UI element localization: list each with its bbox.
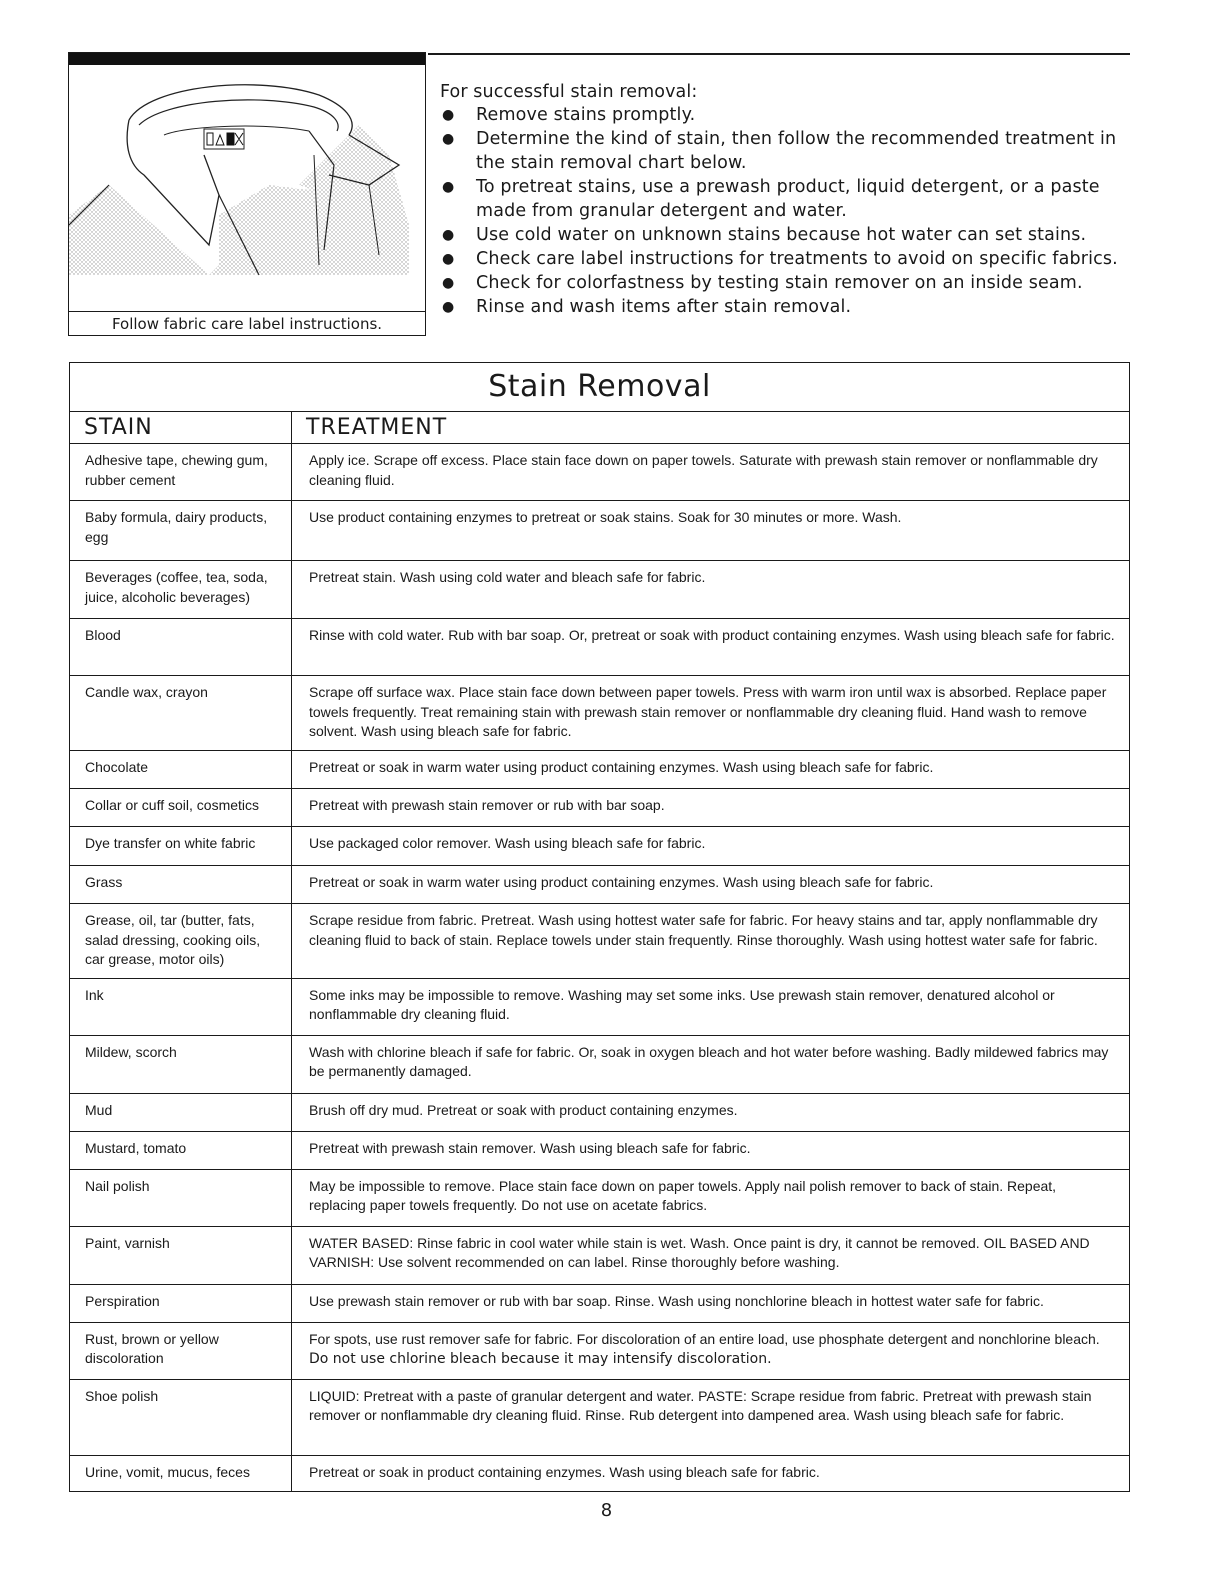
- stain-cell: Mildew, scorch: [70, 1035, 292, 1093]
- table-row: [70, 904, 1130, 979]
- treatment-cell: Scrape off surface wax. Place stain face down between paper towels. Press with warm iron until wax is absorbed. Replace paper towels frequently. Treat remaining stain with prewash stain remover or nonflammable dry cleaning fluid. Hand wash to remove solvent. Wash using bleach safe for fabric.: [292, 676, 1130, 751]
- treatment-text: For spots, use rust remover safe for fabric. For discoloration of an entire load, use phosphate detergent and nonchlorine bleach.: [309, 1330, 1100, 1347]
- top-rule: [428, 53, 1130, 55]
- treatment-column-header: TREATMENT: [292, 412, 1130, 444]
- stain-cell: Chocolate: [70, 751, 292, 789]
- table-row: [70, 789, 1130, 827]
- page-number: 8: [600, 1500, 613, 1521]
- table-row: [70, 561, 1130, 619]
- treatment-cell: Use product containing enzymes to pretreat or soak stains. Soak for 30 minutes or more. Wash.: [292, 501, 1130, 561]
- treatment-cell: Pretreat with prewash stain remover or rub with bar soap.: [292, 789, 1130, 827]
- table-row: [70, 1093, 1130, 1131]
- bullet-icon: ●: [442, 107, 455, 123]
- table-row: [70, 501, 1130, 561]
- stain-cell: Nail polish: [70, 1169, 292, 1226]
- table-row: [70, 1284, 1130, 1322]
- illustration-caption: Follow fabric care label instructions.: [111, 315, 383, 333]
- tip-item: ● Check for colorfastness by testing stain remover on an inside seam.: [442, 273, 1083, 293]
- table-row: [70, 1322, 1130, 1379]
- bullet-icon: ●: [442, 227, 455, 243]
- stain-cell: Paint, varnish: [70, 1226, 292, 1284]
- stain-cell: Grass: [70, 866, 292, 904]
- table-row: [70, 1169, 1130, 1226]
- shirt-collar-illustration: [69, 65, 425, 310]
- illustration-header-bar: [69, 53, 425, 65]
- stain-cell: Perspiration: [70, 1284, 292, 1322]
- table-row: [70, 827, 1130, 866]
- bullet-icon: ●: [442, 131, 455, 147]
- tip-item: ● Determine the kind of stain, then follow the recommended treatment in the stain removal chart below.: [442, 129, 1117, 173]
- table-row: [70, 1035, 1130, 1093]
- tip-item: ● Rinse and wash items after stain removal.: [442, 297, 852, 317]
- stain-cell: Baby formula, dairy products, egg: [70, 501, 292, 561]
- stain-cell: Dye transfer on white fabric: [70, 827, 292, 866]
- bullet-icon: ●: [442, 179, 455, 195]
- treatment-cell: Pretreat or soak in warm water using product containing enzymes. Wash using bleach safe for fabric.: [292, 751, 1130, 789]
- bullet-icon: ●: [442, 275, 455, 291]
- treatment-cell: Scrape residue from fabric. Pretreat. Wash using hottest water safe for fabric. For heavy stains and tar, apply nonflammable dry cleaning fluid to back of stain. Replace towels under stain frequently. Rinse thoroughly. Wash using hottest water safe for fabric.: [292, 904, 1130, 979]
- stain-cell: Shoe polish: [70, 1379, 292, 1455]
- tip-item: ● Remove stains promptly.: [442, 105, 696, 125]
- stain-cell: Adhesive tape, chewing gum, rubber cement: [70, 444, 292, 501]
- treatment-cell: LIQUID: Pretreat with a paste of granular detergent and water. PASTE: Scrape residue from fabric. Pretreat with prewash stain remover or nonflammable dry cleaning fluid. Rinse. Rub detergent into dampened area. Wash using bleach safe for fabric.: [292, 1379, 1130, 1455]
- treatment-warning: Do not use chlorine bleach because it may intensify discoloration.: [309, 1351, 772, 1367]
- stain-cell: Collar or cuff soil, cosmetics: [70, 789, 292, 827]
- stain-cell: Ink: [70, 978, 292, 1035]
- table-row: [70, 1455, 1130, 1491]
- stain-cell: Mud: [70, 1093, 292, 1131]
- table-row: [70, 1131, 1130, 1169]
- table-row: [70, 444, 1130, 501]
- treatment-cell: Some inks may be impossible to remove. Washing may set some inks. Use prewash stain remover, denatured alcohol or nonflammable dry cleaning fluid.: [292, 978, 1130, 1035]
- stain-cell: Beverages (coffee, tea, soda, juice, alcoholic beverages): [70, 561, 292, 619]
- stain-cell: Candle wax, crayon: [70, 676, 292, 751]
- table-row: [70, 978, 1130, 1035]
- treatment-cell: Use packaged color remover. Wash using bleach safe for fabric.: [292, 827, 1130, 866]
- stain-cell: Grease, oil, tar (butter, fats, salad dressing, cooking oils, car grease, motor oils): [70, 904, 292, 979]
- table-title: Stain Removal: [70, 363, 1130, 412]
- table-row: [70, 751, 1130, 789]
- table-row: [70, 1226, 1130, 1284]
- stain-removal-table: [69, 362, 1130, 1492]
- treatment-cell: Pretreat or soak in warm water using product containing enzymes. Wash using bleach safe for fabric.: [292, 866, 1130, 904]
- treatment-cell: Wash with chlorine bleach if safe for fabric. Or, soak in oxygen bleach and hot water before washing. Badly mildewed fabrics may be permanently damaged.: [292, 1035, 1130, 1093]
- stain-cell: Rust, brown or yellow discoloration: [70, 1322, 292, 1379]
- tip-item: ● To pretreat stains, use a prewash product, liquid detergent, or a paste made from granular detergent and water.: [442, 177, 1100, 221]
- tips-list: [440, 103, 1140, 319]
- stain-column-header: STAIN: [70, 412, 292, 444]
- treatment-cell: Pretreat or soak in product containing enzymes. Wash using bleach safe for fabric.: [292, 1455, 1130, 1491]
- table-row: [70, 619, 1130, 676]
- caption-divider: [69, 311, 425, 312]
- stain-removal-tips: [440, 82, 1140, 319]
- treatment-cell: May be impossible to remove. Place stain face down on paper towels. Apply nail polish remover to back of stain. Repeat, replacing paper towels frequently. Do not use on acetate fabrics.: [292, 1169, 1130, 1226]
- treatment-cell: Use prewash stain remover or rub with bar soap. Rinse. Wash using nonchlorine bleach in hottest water safe for fabric.: [292, 1284, 1130, 1322]
- tips-title: For successful stain removal:: [440, 82, 698, 102]
- treatment-cell: Brush off dry mud. Pretreat or soak with product containing enzymes.: [292, 1093, 1130, 1131]
- tip-item: ● Use cold water on unknown stains because hot water can set stains.: [442, 225, 1087, 245]
- treatment-cell: WATER BASED: Rinse fabric in cool water while stain is wet. Wash. Once paint is dry, it cannot be removed. OIL BASED AND VARNISH: Use solvent recommended on can label. Rinse thoroughly before washing.: [292, 1226, 1130, 1284]
- treatment-cell: Pretreat stain. Wash using cold water and bleach safe for fabric.: [292, 561, 1130, 619]
- treatment-cell: [292, 1322, 1130, 1379]
- table-row: [70, 676, 1130, 751]
- care-label-illustration: [68, 52, 426, 336]
- treatment-cell: Pretreat with prewash stain remover. Wash using bleach safe for fabric.: [292, 1131, 1130, 1169]
- treatment-cell: Apply ice. Scrape off excess. Place stain face down on paper towels. Saturate with prewash stain remover or nonflammable dry cleaning fluid.: [292, 444, 1130, 501]
- table-row: [70, 1379, 1130, 1455]
- tip-item: ● Check care label instructions for treatments to avoid on specific fabrics.: [442, 249, 1118, 269]
- stain-cell: Blood: [70, 619, 292, 676]
- table-row: [70, 866, 1130, 904]
- treatment-cell: Rinse with cold water. Rub with bar soap. Or, pretreat or soak with product containing enzymes. Wash using bleach safe for fabric.: [292, 619, 1130, 676]
- bullet-icon: ●: [442, 251, 455, 267]
- bullet-icon: ●: [442, 299, 455, 315]
- stain-cell: Mustard, tomato: [70, 1131, 292, 1169]
- stain-cell: Urine, vomit, mucus, feces: [70, 1455, 292, 1491]
